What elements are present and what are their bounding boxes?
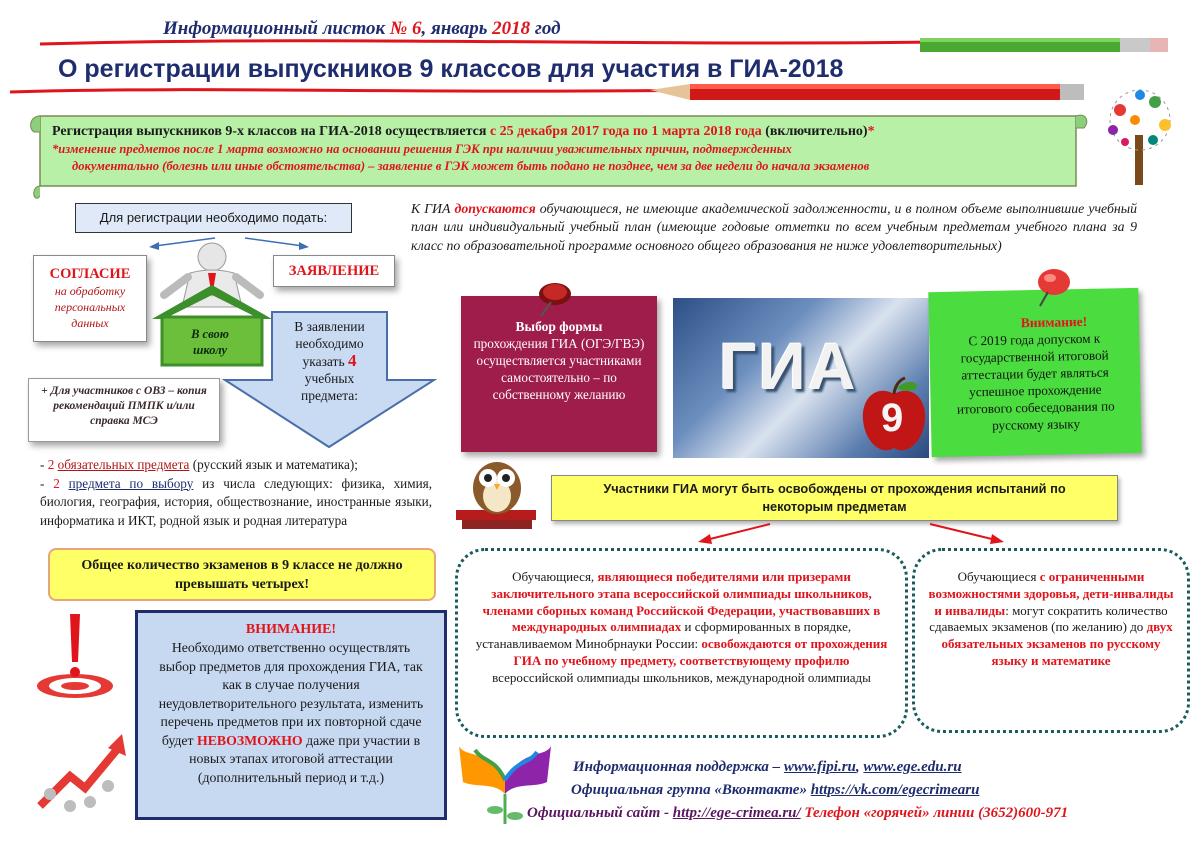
total-exams-box: Общее количество экзаменов в 9 классе не должно превышать четырех! [48,548,436,601]
exemption-heading: Участники ГИА могут быть освобождены от прохождения испытаний по некоторым предметам [551,475,1118,521]
vk-link[interactable]: https://vk.com/egecrimearu [810,782,980,798]
registration-dates-line: Регистрация выпускников 9-х классов на ГИА-2018 осуществляется с 25 декабря 2017 года по 1 марта 2018 года (включительно)* [52,124,875,139]
red-pencil-graphic [10,82,1090,106]
footer-vk: Официальная группа «Вконтакте» https://vk.com/egecrimearu [571,782,980,798]
mandatory-subjects: - 2 обязательных предмета (русский язык и математика); [40,457,358,472]
exclamation-target-icon [30,608,125,703]
owl-books-icon [452,452,542,532]
growth-arrows-icon [30,716,130,816]
note-2019-box [928,288,1141,457]
consent-box [33,255,147,342]
page-title: О регистрации выпускников 9 классов для участия в ГИА-2018 [58,55,844,83]
elective-link: предмета по выбору [68,475,194,491]
fipi-link[interactable]: www.fipi.ru [783,759,856,775]
footer-site: Официальный сайт - http://ege-crimea.ru/ Телефон «горячей» линии (3652)600-971 [527,805,1069,821]
register-heading: Для регистрации необходимо подать: [75,203,352,233]
elective-subjects: - 2 предмета по выбору из числа следующих: физика, химия, биология, география, история, обществознание, иностранные языки, информатика и ИКТ, родной язык и родная литература [40,475,432,528]
knowledge-tree-icon [1085,80,1195,190]
registration-banner [52,123,1082,175]
gia-logo-text: ГИА [719,329,858,403]
warning-title: ВНИМАНИЕ! [245,622,337,637]
gia-number: 9 [881,396,904,440]
admission-text: К ГИА допускаются обучающиеся, не имеющие академической задолженности, и в полном объеме выполнившие учебный план или индивидуальный учебный план (имеющие годовые отметки по всем учебным предметам учебного плана за 9 класс по образовательной программе основного общего образования не ниже удовлетворительных) [411,201,1137,253]
warning-box [135,610,447,820]
pushpin-icon [527,280,582,320]
ovz-box: + Для участников с ОВЗ – копия рекомендаций ПМПК и/или справка МСЭ [28,378,220,442]
banner-note-line1: *изменение предметов после 1 марта возможно на основании решения ГЭК при наличии уважительных причин, подтвержденных [52,142,792,156]
consent-title: СОГЛАСИЕ [49,266,131,282]
health-box: Обучающиеся с ограниченными возможностями здоровья, дети-инвалиды и инвалиды: могут сократить количество сдаваемых экзаменов (по желанию) до двух обязательных экзаменов по русскому языку и математике [912,548,1190,733]
consent-subtitle: на обработку персональных данных [54,284,126,330]
ege-link[interactable]: www.ege.edu.ru [863,759,962,775]
subjects-list [40,456,432,530]
hotline: Телефон «горячей» линии (3652)600-971 [800,805,1069,821]
warning-text: Необходимо ответственно осуществлять выбор предметов для прохождения ГИА, так как в случае получения неудовлетворительного результата, изменить перечень предметов при их повторной сдаче будет НЕВОЗМОЖНО даже при участии в новых этапах итоговой аттестации (дополнительный период и т.д.) [158,640,424,785]
mandatory-link: обязательных предмета [57,457,190,472]
note-2019-title: Внимание! [1020,313,1088,331]
note-pushpin-icon [1030,266,1080,308]
olympiad-box: Обучающиеся, являющиеся победителями или призерами заключительного этапа всероссийской олимпиады школьников, членами сборных команд Российской Федерации, участвовавших в международных олимпиадах и сформированных в порядке, устанавливаемом Минобрнауки России: освобождаются от прохождения ГИА по учебному предмету, соответствующему профилю всероссийской олимпиады школьников, международной олимпиады [455,548,908,738]
site-link[interactable]: http://ege-crimea.ru/ [672,805,801,821]
banner-note-line2: документально (болезнь или иные обстоятельства) – заявление в ГЭК может быть подано не позднее, чем за две недели до начала экзаменов [72,159,870,173]
house-label: В свою школу [191,327,229,357]
footer-info: Информационная поддержка – www.fipi.ru, www.ege.edu.ru [573,759,962,775]
note-2019-text: С 2019 года допуском к государственной итоговой аттестации будет являться успешное прохождение итогового собеседования по русскому языку [956,330,1115,433]
arrow-text: В заявлении необходимо указать 4 учебных предмета: [294,319,365,403]
form-choice-title: Выбор формы [515,319,603,334]
leaflet-label: Информационный листок № 6, январь 2018 год [163,18,561,39]
application-box: ЗАЯВЛЕНИЕ [273,255,395,287]
form-choice-text: прохождения ГИА (ОГЭ/ГВЭ) осуществляется участниками самостоятельно – по собственному желанию [473,336,645,402]
gia-logo-image [673,298,929,458]
exemption-arrows [690,520,1020,548]
